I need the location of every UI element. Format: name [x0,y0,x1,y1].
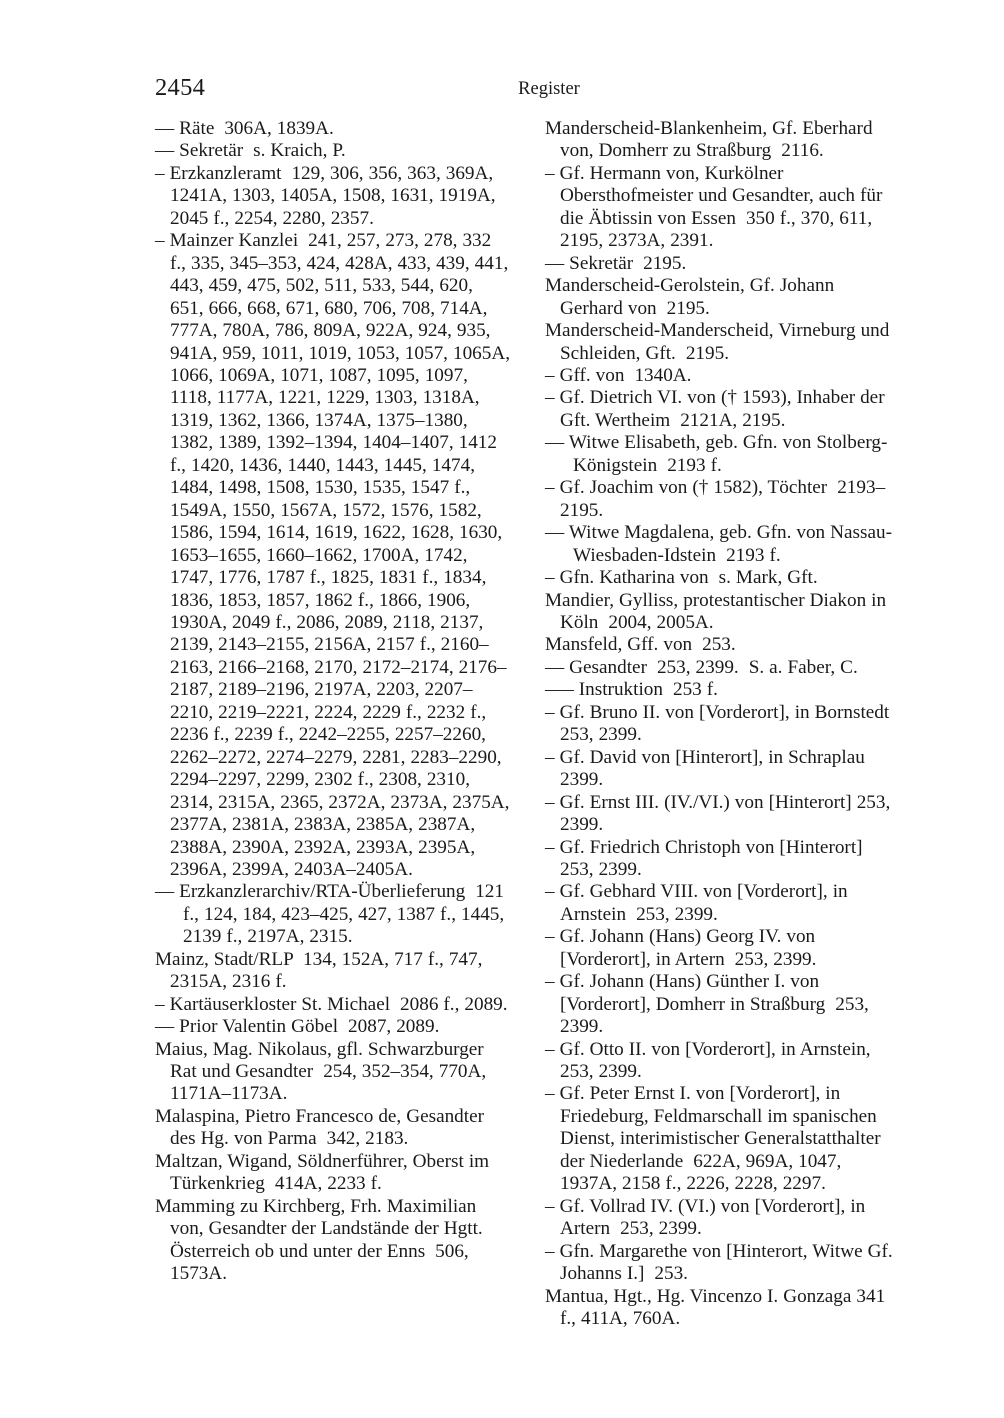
index-entry: Maltzan, Wigand, Söldnerführer, Oberst im Türkenkrieg 414A, 2233 f. [155,1150,494,1195]
index-entry: – Gf. Johann (Hans) Günther I. von [Vorderort], Domherr in Straßburg 253, 2399. [545,971,874,1038]
index-entry: – Gff. von 1340A. [545,364,692,386]
index-entry: – Gfn. Margarethe von [Hinterort, Witwe Gf. Johanns I.] 253. [545,1240,898,1285]
index-entry: Mantua, Hgt., Hg. Vincenzo I. Gonzaga 341 f., 411A, 760A. [545,1285,891,1330]
index-entry: Mainz, Stadt/RLP 134, 152A, 717 f., 747, 2315A, 2316 f. [155,948,488,993]
index-entry: – Gf. Bruno II. von [Vorderort], in Bornstedt 253, 2399. [545,701,895,746]
index-entry: – Gf. David von [Hinterort], in Schraplau 2399. [545,746,870,791]
index-entry: Mamming zu Kirchberg, Frh. Maximilian von, Gesandter der Landstände der Hgtt. Österreich ob und unter der Enns 506, 1573A. [155,1195,488,1285]
index-entry: –– Witwe Elisabeth, geb. Gfn. von Stolberg-Königstein 2193 f. [545,432,888,476]
index-column-right [545,118,900,1330]
running-head [155,74,915,102]
index-entry: – Gf. Gebhard VIII. von [Vorderort], in Arnstein 253, 2399. [545,881,852,925]
index-entry: –– Witwe Magdalena, geb. Gfn. von Nassau-Wiesbaden-Idstein 2193 f. [545,522,892,566]
index-entry: Manderscheid-Gerolstein, Gf. Johann Gerhard von 2195. [545,275,840,319]
index-entry: –– Sekretär s. Kraich, P. [155,140,346,162]
index-entry: –– Gesandter 253, 2399. S. a. Faber, C. [545,656,858,678]
index-entry: – Gf. Hermann von, Kurkölner Obersthofmeister und Gesandter, auch für die Äbtissin von Essen 350 f., 370, 611, 2195, 2373A, 2391. [545,162,888,252]
index-entry: – Gf. Ernst III. (IV./VI.) von [Hinterort] 253, 2399. [545,791,896,836]
index-entry: Mansfeld, Gff. von 253. [545,634,736,656]
index-entry: – Kartäuserkloster St. Michael 2086 f., 2089. [155,993,508,1015]
index-entry: – Gf. Johann (Hans) Georg IV. von [Vorderort], in Artern 253, 2399. [545,926,821,970]
index-entry: – Erzkanzleramt 129, 306, 356, 363, 369A, 1241A, 1303, 1405A, 1508, 1631, 1919A, 2045 f., 2254, 2280, 2357. [155,162,501,229]
index-entry: –– Sekretär 2195. [545,252,687,274]
index-entry: – Gfn. Katharina von s. Mark, Gft. [545,567,818,589]
index-entry: –– Prior Valentin Göbel 2087, 2089. [155,1016,440,1038]
index-entry: – Gf. Peter Ernst I. von [Vorderort], in Friedeburg, Feldmarschall im spanischen Dienst, interimistischer Generalstatthalter der Niederlande 622A, 969A, 1047, 1937A, 2158 f., 2226, 2228, 2297. [545,1083,886,1195]
index-entry: Mandier, Gylliss, protestantischer Diakon in Köln 2004, 2005A. [545,589,892,633]
index-entry: ––– Instruktion 253 f. [545,679,718,701]
index-column-left [155,118,515,1286]
index-entry: –– Räte 306A, 1839A. [155,118,334,139]
index-entry: – Mainzer Kanzlei 241, 257, 273, 278, 332 f., 335, 345–353, 424, 428A, 433, 439, 441, 443, 459, 475, 502, 511, 533, 544, 620, 651, 666, 668, 671, 680, 706, 708, 714A, 777A, 780A, 786, 809A, 922A, 924, 935, 941A, 959, 1011, 1019, 1053, 1057, 1065A, 1066, 1069A, 1071, 1087, 1095, 1097, 1118, 1177A, 1221, 1229, 1303, 1318A, 1319, 1362, 1366, 1374A, 1375–1380, 1382, 1389, 1392–1394, 1404–1407, 1412 f., 1420, 1436, 1440, 1443, 1445, 1474, 1484, 1498, 1508, 1530, 1535, 1547 f., 1549A, 1550, 1567A, 1572, 1576, 1582, 1586, 1594, 1614, 1619, 1622, 1628, 1630, 1653–1655, 1660–1662, 1700A, 1742, 1747, 1776, 1787 f., 1825, 1831 f., 1834, 1836, 1853, 1857, 1862 f., 1866, 1906, 1930A, 2049 f., 2086, 2089, 2118, 2137, 2139, 2143–2155, 2156A, 2157 f., 2160–2163, 2166–2168, 2170, 2172–2174, 2176–2187, 2189–2196, 2197A, 2203, 2207–2210, 2219–2221, 2224, 2229 f., 2232 f., 2236 f., 2239 f., 2242–2255, 2257–2260, 2262–2272, 2274–2279, 2281, 2283–2290, 2294–2297, 2299, 2302 f., 2308, 2310, 2314, 2315A, 2365, 2372A, 2373A, 2375A, 2377A, 2381A, 2383A, 2385A, 2387A, 2388A, 2390A, 2392A, 2393A, 2395A, 2396A, 2399A, 2403A–2405A. [155,230,515,880]
index-entry: –– Erzkanzlerarchiv/RTA-Überlieferung 121 f., 124, 184, 423–425, 427, 1387 f., 1445, 2139 f., 2197A, 2315. [155,881,510,948]
index-entry: – Gf. Vollrad IV. (VI.) von [Vorderort], in Artern 253, 2399. [545,1195,870,1240]
index-entry: Manderscheid-Blankenheim, Gf. Eberhard von, Domherr zu Straßburg 2116. [545,118,878,162]
index-entry: Malaspina, Pietro Francesco de, Gesandter des Hg. von Parma 342, 2183. [155,1105,490,1150]
index-entry: Manderscheid-Manderscheid, Virneburg und Schleiden, Gft. 2195. [545,320,895,364]
index-entry: – Gf. Otto II. von [Vorderort], in Arnstein, 253, 2399. [545,1038,876,1083]
page-number: 2454 [155,74,206,101]
index-entry: – Gf. Joachim von († 1582), Töchter 2193–2195. [545,477,886,521]
running-title: Register [518,79,580,99]
index-entry: – Gf. Dietrich VI. von († 1593), Inhaber der Gft. Wertheim 2121A, 2195. [545,387,890,431]
index-entry: – Gf. Friedrich Christoph von [Hinterort] 253, 2399. [545,836,868,880]
index-entry: Maius, Mag. Nikolaus, gfl. Schwarzburger Rat und Gesandter 254, 352–354, 770A, 1171A–1173A. [155,1038,492,1105]
